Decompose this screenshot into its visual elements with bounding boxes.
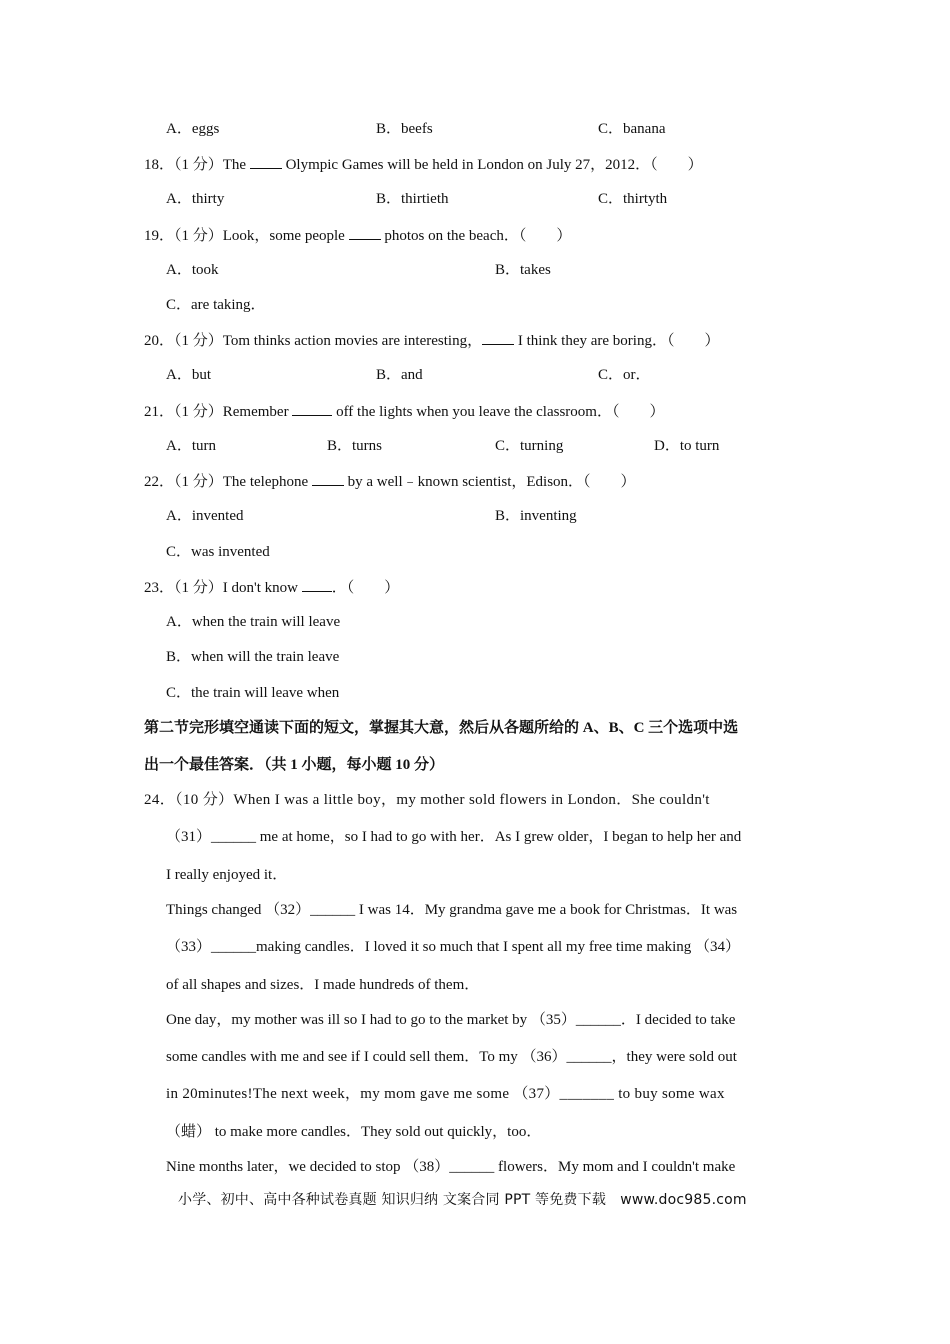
q23-option-b: B．when will the train leave [166, 649, 340, 665]
q19-stem: 19．（1 分）Look，some people photos on the beach．（ ） [144, 225, 571, 246]
q20-option-b: B．and [376, 367, 423, 383]
q24-line-6: of all shapes and sizes．I made hundreds of them． [166, 977, 480, 993]
q20-option-c: C．or． [598, 367, 651, 383]
q19-option-c: C．are taking． [166, 297, 266, 313]
page-footer: 小学、初中、高中各种试卷真题 知识归纳 文案合同 PPT 等免费下载 www.doc985.com [178, 1192, 747, 1208]
q22-option-a: A．invented [166, 508, 244, 524]
q17-option-b: B．beefs [376, 121, 433, 137]
q19-option-a: A．took [166, 262, 219, 278]
q17-option-c: C．banana [598, 121, 666, 137]
q18-option-b: B．thirtieth [376, 191, 449, 207]
q24-line-8: some candles with me and see if I could sell them．To my （36）______，they were sold out [166, 1049, 737, 1065]
q22-option-b: B．inventing [495, 508, 577, 524]
q24-line-3: I really enjoyed it． [166, 867, 288, 883]
q24-line-9: in 20minutes!The next week，my mom gave me some （37）_______ to buy some wax [166, 1086, 725, 1102]
q22-option-c: C．was invented [166, 544, 270, 560]
section2-heading-line1: 第二节完形填空通读下面的短文，掌握其大意，然后从各题所给的 A、B、C 三个选项中选 [144, 720, 739, 736]
q24-line-2: （31）______ me at home，so I had to go with her．As I grew older，I began to help her and [166, 829, 742, 845]
q20-option-a: A．but [166, 367, 212, 383]
q24-line-4: Things changed （32）______ I was 14．My grandma gave me a book for Christmas．It was [166, 902, 738, 918]
q21-stem: 21．（1 分）Remember off the lights when you leave the classroom．（ ） [144, 401, 664, 422]
q24-line-7: One day，my mother was ill so I had to go to the market by （35）______．I decided to take [166, 1012, 736, 1028]
q18-stem: 18．（1 分）The Olympic Games will be held in London on July 27，2012．（ ） [144, 154, 703, 175]
q24-line-10: （蜡） to make more candles．They sold out quickly，too． [166, 1124, 542, 1140]
q21-option-a: A．turn [166, 438, 216, 454]
q19-option-b: B．takes [495, 262, 551, 278]
q18-option-c: C．thirtyth [598, 191, 668, 207]
q24-line-1: 24．（10 分）When I was a little boy，my mother sold flowers in London．She couldn't [144, 792, 710, 808]
section2-heading-line2: 出一个最佳答案．（共 1 小题，每小题 10 分） [144, 757, 445, 773]
q21-option-b: B．turns [327, 438, 383, 454]
q23-option-a: A．when the train will leave [166, 614, 341, 630]
q18-option-a: A．thirty [166, 191, 225, 207]
q21-option-c: C．turning [495, 438, 564, 454]
q21-option-d: D．to turn [654, 438, 720, 454]
q24-line-11: Nine months later，we decided to stop （38）______ flowers．My mom and I couldn't make [166, 1159, 736, 1175]
q23-option-c: C．the train will leave when [166, 685, 340, 701]
q23-stem: 23．（1 分）I don't know ．（ ） [144, 577, 399, 598]
q20-stem: 20．（1 分）Tom thinks action movies are interesting， I think they are boring．（ ） [144, 330, 719, 351]
q22-stem: 22．（1 分）The telephone by a well﹣known scientist，Edison．（ ） [144, 471, 636, 492]
q24-line-5: （33）______making candles．I loved it so much that I spent all my free time making （34） [166, 939, 741, 955]
q17-option-a: A．eggs [166, 121, 220, 137]
